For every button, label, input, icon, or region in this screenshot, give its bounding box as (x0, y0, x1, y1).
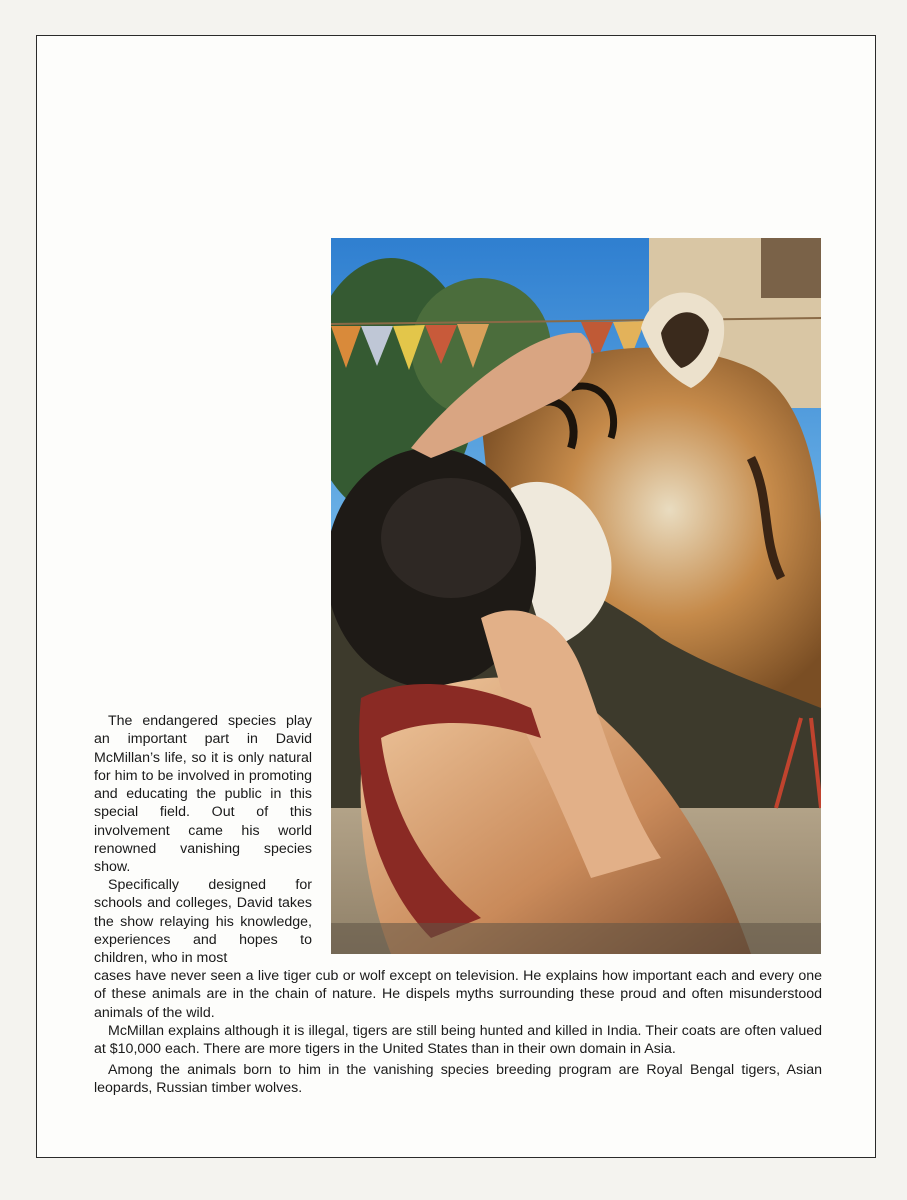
paragraph-breeding: Among the animals born to him in the vanishing species breeding program are Royal Bengal tigers, Asian leopards, Russian timber wolves. (94, 1062, 822, 1097)
paragraph-show-narrow: Specifically designed for schools and colleges, David takes the show relaying his knowledge, experiences and hopes to children, who in most (94, 877, 312, 967)
photo-illustration (331, 238, 821, 954)
paragraph-show-wide: cases have never seen a live tiger cub or wolf except on television. He explains how important each and every one of these animals are in the chain of nature. He dispels myths surrounding these proud and often misunderstood animals of the wild. (94, 968, 822, 1021)
tiger-photo (331, 238, 821, 954)
paragraph-intro: The endangered species play an important part in David McMillan’s life, so it is only natural for him to be involved in promoting and educating the public in this special field. Out of this involvement came his world renowned vanishing species show. (94, 713, 312, 876)
paragraph-poaching: McMillan explains although it is illegal, tigers are still being hunted and killed in India. Their coats are often valued at $10,000 each. There are more tigers in the United States than in their own domain in Asia. (94, 1023, 822, 1058)
